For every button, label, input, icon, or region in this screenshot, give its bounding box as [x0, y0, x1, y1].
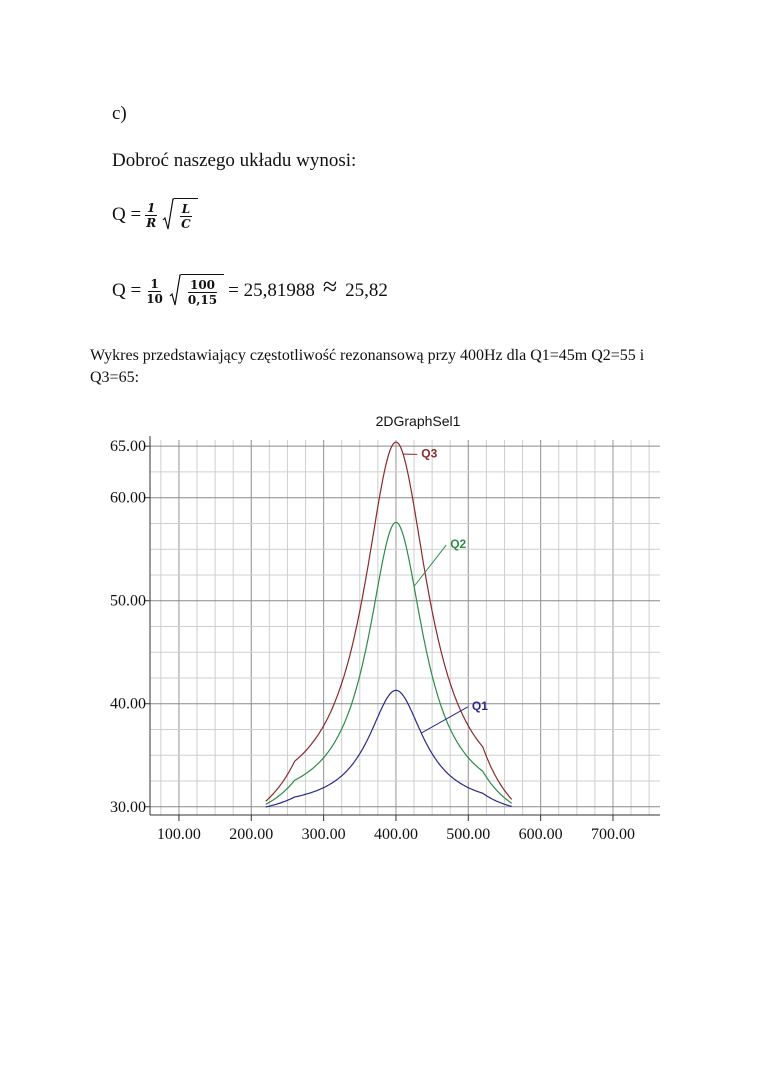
fraction-numerator: 1: [150, 276, 159, 291]
radical-sign-icon: [169, 274, 181, 308]
root-denominator: 0,15: [187, 293, 218, 307]
series-line-q2: [266, 522, 512, 804]
formula-fraction: [144, 201, 158, 230]
formula-result: = 25,81988: [228, 280, 315, 301]
series-label-q1: Q1: [471, 698, 488, 713]
approx-symbol: ≈: [322, 272, 338, 301]
series-annotations: [403, 446, 488, 733]
rounded-result: 25,82: [345, 280, 388, 301]
series-label-q3: Q3: [421, 446, 438, 461]
axes: [110, 436, 660, 843]
resonance-chart: [0, 400, 760, 860]
quality-factor-calculation: [112, 274, 388, 308]
square-root: [169, 274, 224, 308]
y-tick-label: 50.00: [110, 592, 146, 610]
fraction-denominator: R: [146, 215, 157, 230]
chart-description: Wykres przedstawiający częstotliwość rezonansową przy 400Hz dla Q1=45m Q2=55 i Q3=65:: [90, 347, 645, 386]
series-line-q3: [266, 442, 512, 801]
formula-fraction: [144, 277, 165, 306]
root-fraction: [179, 202, 193, 231]
formula-lhs: Q =: [112, 280, 142, 301]
x-tick-label: 100.00: [156, 826, 201, 843]
x-tick-label: 200.00: [229, 826, 274, 843]
root-denominator: C: [181, 217, 191, 231]
root-numerator: L: [181, 202, 191, 216]
quality-factor-formula: [112, 198, 198, 232]
x-tick-label: 600.00: [518, 826, 563, 843]
series-lines: [266, 442, 512, 807]
series-label-q2: Q2: [450, 537, 467, 552]
intro-text: Dobroć naszego układu wynosi:: [112, 150, 357, 171]
chart-title: 2DGraphSel1: [375, 413, 461, 429]
fraction-denominator: 10: [146, 291, 163, 306]
square-root: [162, 198, 198, 232]
x-tick-label: 300.00: [301, 826, 346, 843]
x-tick-label: 700.00: [590, 826, 635, 843]
root-fraction: [186, 278, 219, 307]
root-numerator: 100: [189, 278, 216, 292]
radical-sign-icon: [162, 198, 174, 232]
x-tick-label: 500.00: [446, 826, 491, 843]
y-tick-label: 40.00: [110, 695, 146, 713]
x-tick-label: 400.00: [373, 826, 418, 843]
fraction-numerator: 1: [147, 200, 156, 215]
y-tick-label: 65.00: [110, 438, 146, 456]
y-tick-label: 30.00: [110, 798, 146, 816]
annotation-leader: [414, 545, 446, 586]
formula-lhs: Q =: [112, 204, 142, 225]
section-label: c): [112, 103, 127, 124]
y-tick-label: 60.00: [110, 489, 146, 507]
grid-lines: [150, 440, 660, 815]
